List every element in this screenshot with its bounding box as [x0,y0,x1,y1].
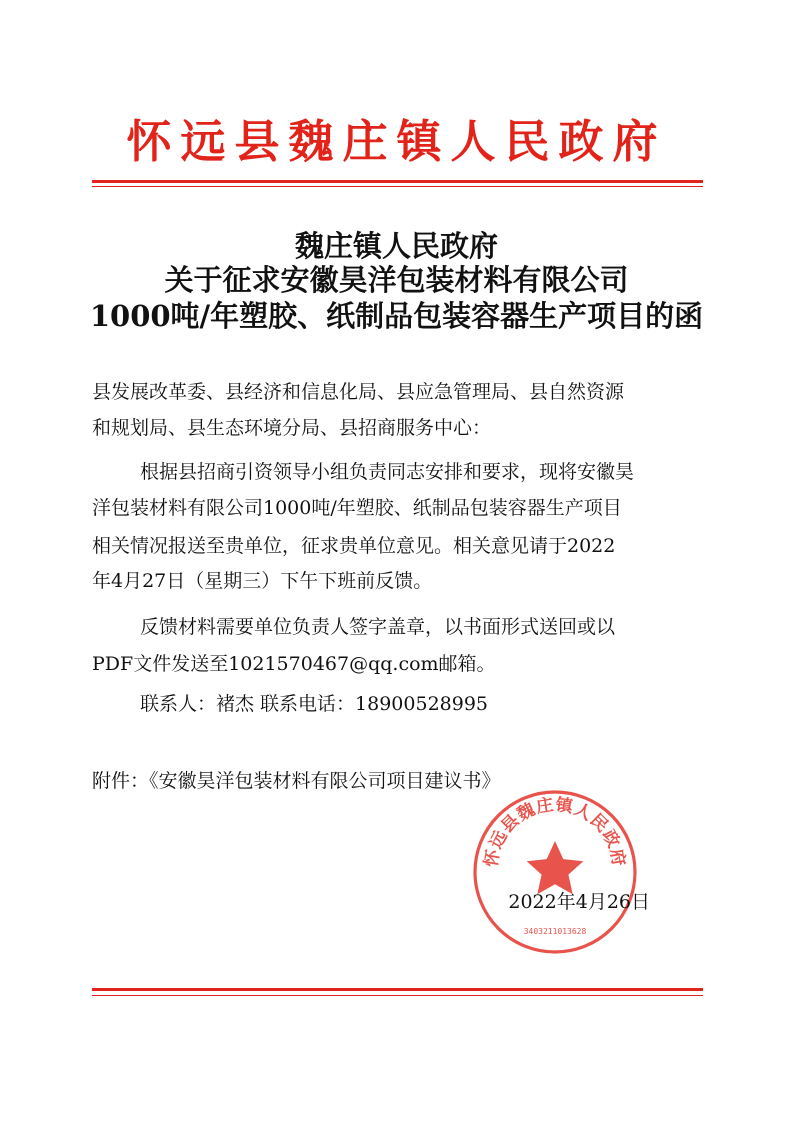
official-seal [470,787,640,957]
letterhead-rule-thin [92,186,703,187]
paragraph-1-line-1: 根据县招商引资领导小组负责同志安排和要求，现将安徽昊 [140,461,635,483]
document-date: 2022年4月26日 [508,891,650,913]
seal-text: 怀远县魏庄镇人民政府 [481,795,629,869]
seal-star-icon [527,841,584,894]
seal-code: 3403211013628 [523,927,587,936]
footer-rule-thin [92,995,703,996]
footer-rule-thick [92,988,703,991]
letterhead-rule-thick [92,180,703,183]
attachment-line: 附件：《安徽昊洋包装材料有限公司项目建议书》 [92,770,501,792]
letterhead-title: 怀远县魏庄镇人民政府 [126,115,667,168]
paragraph-2-line-2: PDF文件发送至1021570467@qq.com邮箱。 [92,653,496,675]
recipients-line-1: 县发展改革委、县经济和信息化局、县应急管理局、县自然资源 [92,381,625,403]
document-title-line-1: 魏庄镇人民政府 [294,229,498,263]
paragraph-2-line-1: 反馈材料需要单位负责人签字盖章，以书面形式送回或以 [140,616,616,638]
paragraph-1-line-4: 年4月27日（星期三）下午下班前反馈。 [92,570,433,592]
recipients-line-2: 和规划局、县生态环境分局、县招商服务中心： [92,417,492,439]
document-title-line-3: 1000吨/年塑胶、纸制品包装容器生产项目的函 [89,299,704,333]
contact-line: 联系人：褚杰 联系电话：18900528995 [140,693,489,715]
paragraph-1-line-2: 洋包装材料有限公司1000吨/年塑胶、纸制品包装容器生产项目 [92,497,622,519]
paragraph-1-line-3: 相关情况报送至贵单位，征求贵单位意见。相关意见请于2022 [92,535,616,557]
document-title-line-2: 关于征求安徽昊洋包装材料有限公司 [164,263,629,297]
